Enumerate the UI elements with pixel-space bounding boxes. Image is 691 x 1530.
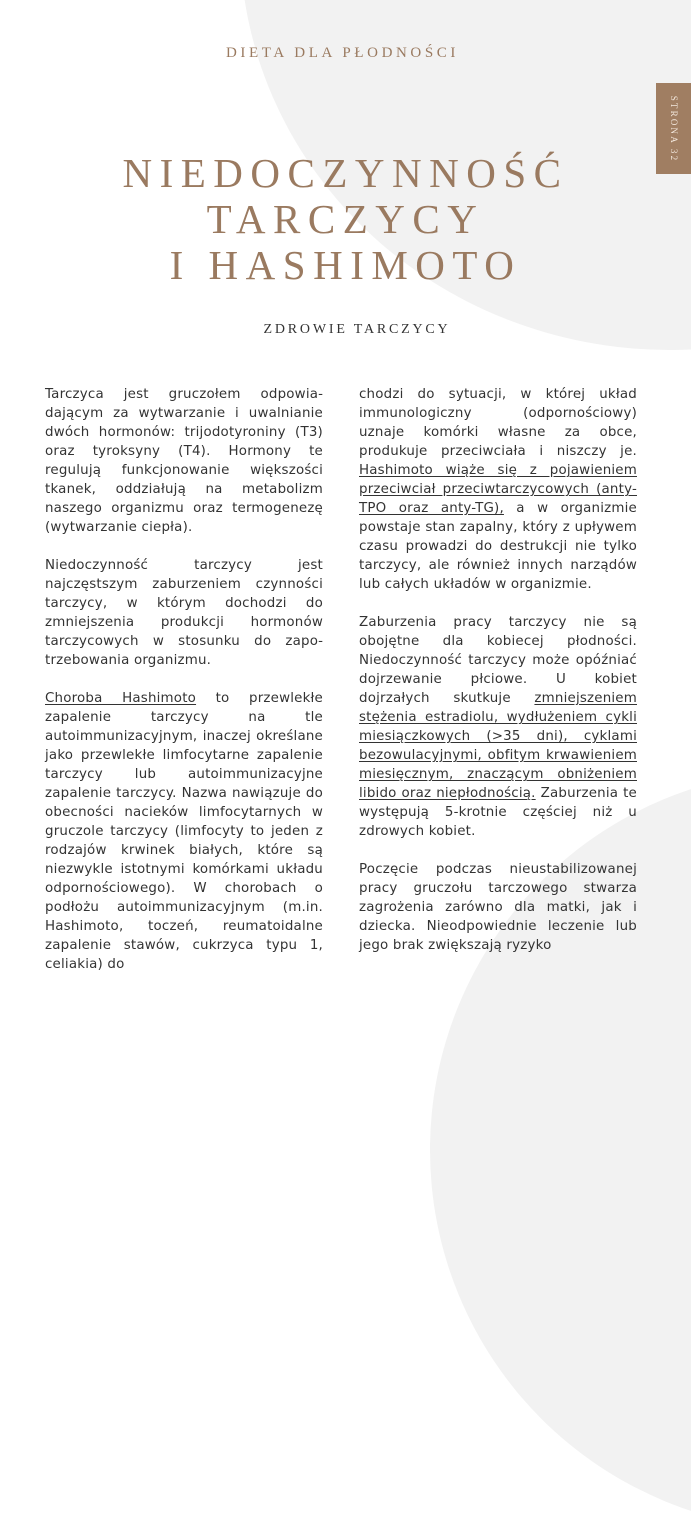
title-line-1: NIEDOCZYNNOŚĆ: [122, 150, 569, 196]
paragraph-fertility: [359, 613, 637, 841]
section-header: DIETA DLA PŁODNOŚCI: [225, 45, 460, 61]
paragraph-thyroid-intro: Tarczyca jest gruczołem odpowiadającym za wytwarzanie i uwalnianie dwóch hormonów: trijodotyroniny (T3) oraz tyroksyny (T4). Hormony te regulują funkcjonowanie większości tkanek, oddziałują na metabolizm naszego organizmu oraz termogenezę (wytwarzanie ciepła).: [45, 387, 323, 535]
page-title: [0, 150, 691, 288]
paragraph-conception: Poczęcie podczas nieustabilizowanej pracy gruczołu tarczowego stwarza zagrożenia zarówno dla matki, jak i dziecka. Nieodpowiednie leczenie lub jego brak zwiększają ryzyko: [359, 862, 637, 953]
fertility-text-b: Zaburzenia te występują 5-krotnie częściej niż u zdrowych kobiet.: [359, 786, 637, 839]
paragraph-hashimoto: [45, 689, 323, 974]
left-column: [45, 385, 323, 974]
right-column: [359, 385, 637, 955]
page-number-label: STRONA 32: [668, 95, 679, 162]
title-line-3: I HASHIMOTO: [169, 242, 522, 288]
autoimmune-text-b: a w organizmie powstaje stan zapalny, który z upływem czasu prowadzi do destrukcji nie tylko tarczycy, ale również innych narządów lub całych układów w organizmie.: [359, 501, 637, 592]
title-line-2: TARCZYCY: [206, 196, 485, 242]
fertility-effects-underlined-text: zmniejszeniem stężenia estradiolu, wydłużeniem cykli miesiączkowych (>35 dni), cyklami bezowulacyjnymi, obfitym krwawieniem miesięcznym, znaczącym obniżeniem libido oraz niepłodnością.: [359, 691, 637, 801]
hashimoto-underlined-term: Choroba Hashimoto: [45, 691, 197, 706]
paragraph-hypothyroidism: Niedoczynność tarczycy jest najczęstszym zaburzeniem czynności tarczycy, w którym dochodzi do zmniejszenia produkcji hormonów tarczycowych w stosunku do zapotrzebowania organizmu.: [45, 558, 323, 668]
paragraph-autoimmune: [359, 385, 637, 594]
page-subtitle: ZDROWIE TARCZYCY: [263, 322, 451, 337]
autoimmune-text-a: chodzi do sytuacji, w której układ immunologiczny (odpornościowy) uznaje komórki własne za obce, produkuje przeciwciała i niszczy je.: [359, 387, 637, 459]
antibodies-underlined-text: Hashimoto wiąże się z pojawieniem przeciwciał przeciwtarczycowych (anty-TPO oraz anty-TG),: [359, 463, 637, 516]
fertility-text-a: Zaburzenia pracy tarczycy nie są obojętne dla kobiecej płodności. Niedoczynność tarczycy może opóźniać dojrzewanie płciowe. U kobiet dojrzałych skutkuje: [359, 615, 637, 706]
hashimoto-description: to przewlekłe zapalenie tarczycy na tle autoimmunizacyjnym, inaczej określane jako przewlekłe limfocytarne zapalenie tarczycy lub autoimmunizacyjne zapalenie tarczycy. Nazwa nawiązuje do obecności nacieków limfocytarnych w gruczole tarczycy (limfocyty to jeden z rodzajów krwinek białych, które są niezwykle istotnymi komórkami układu odpornościowego). W chorobach o podłożu autoimmunizacyjnym (m.in. Hashimoto, toczeń, reumatoidalne zapalenie stawów, cukrzyca typu 1, celiakia) do: [45, 691, 323, 972]
